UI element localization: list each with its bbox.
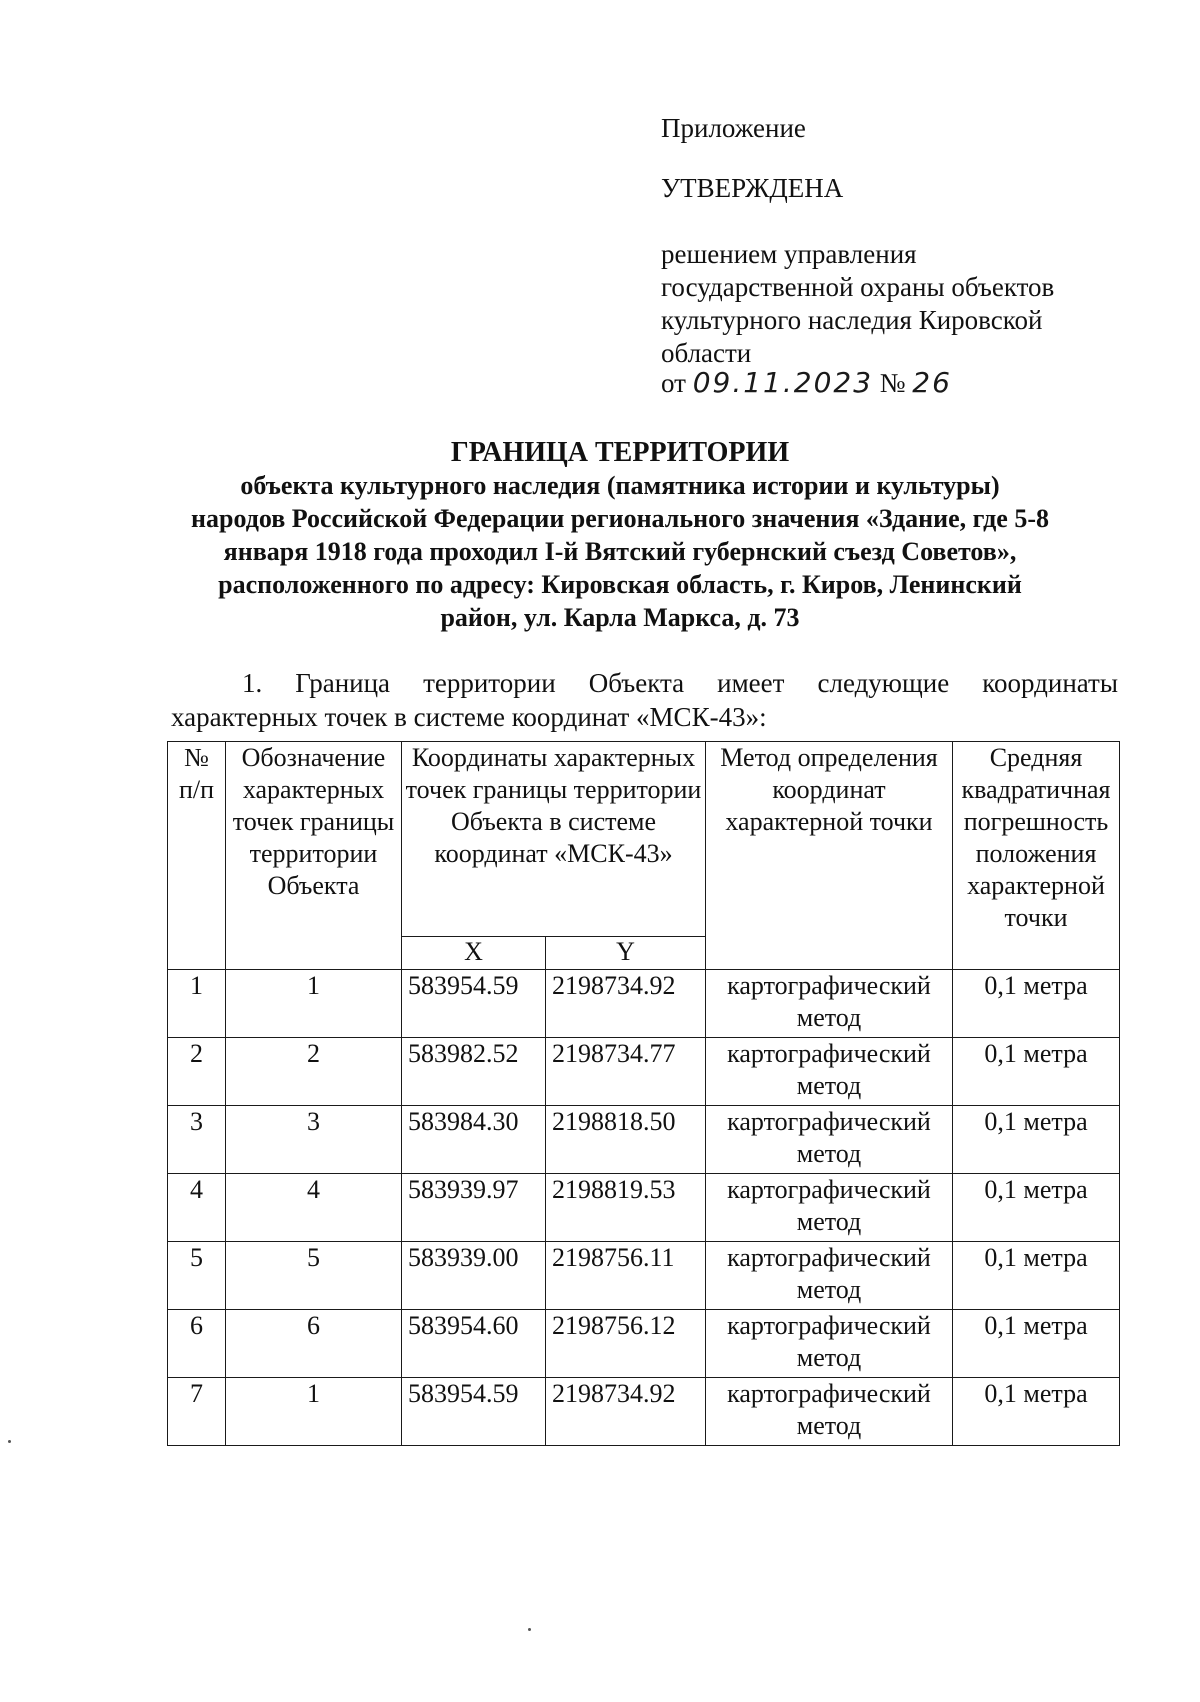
- point-designation-cell: 6: [226, 1310, 402, 1378]
- row-number-cell: 2: [168, 1038, 226, 1106]
- method-cell: картографический метод: [706, 1378, 953, 1446]
- x-coordinate-cell: 583984.30: [402, 1106, 546, 1174]
- point-designation-cell: 1: [226, 970, 402, 1038]
- y-coordinate-cell: 2198819.53: [546, 1174, 706, 1242]
- heading-line: народов Российской Федерации регионального значения «Здание, где 5-8: [191, 504, 1049, 533]
- paragraph-line: характерных точек в системе координат «МСК-43»:: [171, 702, 767, 732]
- table-row: [168, 1378, 1120, 1446]
- table-body: [168, 970, 1120, 1446]
- y-coordinate-cell: 2198734.77: [546, 1038, 706, 1106]
- scan-speck: [528, 1628, 531, 1631]
- x-coordinate-cell: 583954.59: [402, 970, 546, 1038]
- y-coordinate-cell: 2198756.11: [546, 1242, 706, 1310]
- method-cell: картографический метод: [706, 1310, 953, 1378]
- x-coordinate-cell: 583954.60: [402, 1310, 546, 1378]
- point-designation-cell: 3: [226, 1106, 402, 1174]
- row-number-cell: 7: [168, 1378, 226, 1446]
- point-designation-cell: 5: [226, 1242, 402, 1310]
- x-coordinate-cell: 583954.59: [402, 1378, 546, 1446]
- header-error: Средняя квадратичная погрешность положения характерной точки: [953, 742, 1120, 970]
- date-prefix: от: [661, 368, 686, 398]
- header-x: X: [402, 937, 546, 970]
- error-cell: 0,1 метра: [953, 1106, 1120, 1174]
- method-cell: картографический метод: [706, 970, 953, 1038]
- handwritten-number: 26: [912, 366, 952, 399]
- point-designation-cell: 1: [226, 1378, 402, 1446]
- x-coordinate-cell: 583939.00: [402, 1242, 546, 1310]
- table-row: [168, 970, 1120, 1038]
- row-number-cell: 6: [168, 1310, 226, 1378]
- header-method: Метод определения координат характерной точки: [706, 742, 953, 970]
- heading-line: район, ул. Карла Маркса, д. 73: [440, 603, 800, 632]
- table-row: [168, 1106, 1120, 1174]
- error-cell: 0,1 метра: [953, 1038, 1120, 1106]
- decision-line: государственной охраны объектов: [661, 272, 1055, 302]
- number-sign: №: [879, 368, 906, 398]
- decision-line: решением управления: [661, 239, 917, 269]
- handwritten-date: 09.11.2023: [692, 366, 874, 399]
- coordinates-table: [167, 741, 1120, 1446]
- method-cell: картографический метод: [706, 1106, 953, 1174]
- paragraph-line: 1. Граница территории Объекта имеет следующие координаты: [242, 668, 1118, 698]
- heading-line: объекта культурного наследия (памятника истории и культуры): [240, 471, 1000, 500]
- row-number-cell: 1: [168, 970, 226, 1038]
- heading-line: января 1918 года проходил I-й Вятский губернский съезд Советов»,: [223, 537, 1017, 566]
- error-cell: 0,1 метра: [953, 1242, 1120, 1310]
- error-cell: 0,1 метра: [953, 1378, 1120, 1446]
- table-row: [168, 1174, 1120, 1242]
- scan-speck: [8, 1440, 11, 1443]
- header-y: Y: [546, 937, 706, 970]
- decision-date-line: [661, 366, 952, 400]
- error-cell: 0,1 метра: [953, 970, 1120, 1038]
- error-cell: 0,1 метра: [953, 1174, 1120, 1242]
- error-cell: 0,1 метра: [953, 1310, 1120, 1378]
- appendix-label: Приложение: [661, 113, 806, 143]
- header-designation: Обозначение характерных точек границы территории Объекта: [226, 742, 402, 970]
- document-heading: [160, 436, 1080, 634]
- header-coordinates: Координаты характерных точек границы территории Объекта в системе координат «МСК-43»: [402, 742, 706, 937]
- heading-title: ГРАНИЦА ТЕРРИТОРИИ: [450, 437, 790, 468]
- header-num: № п/п: [168, 742, 226, 970]
- table-header-row: [168, 742, 1120, 937]
- x-coordinate-cell: 583939.97: [402, 1174, 546, 1242]
- heading-line: расположенного по адресу: Кировская область, г. Киров, Ленинский: [218, 570, 1022, 599]
- y-coordinate-cell: 2198756.12: [546, 1310, 706, 1378]
- row-number-cell: 4: [168, 1174, 226, 1242]
- point-designation-cell: 2: [226, 1038, 402, 1106]
- table-row: [168, 1242, 1120, 1310]
- x-coordinate-cell: 583982.52: [402, 1038, 546, 1106]
- table-row: [168, 1038, 1120, 1106]
- decision-line: культурного наследия Кировской: [661, 305, 1043, 335]
- method-cell: картографический метод: [706, 1242, 953, 1310]
- approved-label: УТВЕРЖДЕНА: [661, 173, 844, 203]
- decision-text: [661, 238, 1101, 370]
- row-number-cell: 3: [168, 1106, 226, 1174]
- decision-line: области: [661, 338, 752, 368]
- point-designation-cell: 4: [226, 1174, 402, 1242]
- y-coordinate-cell: 2198818.50: [546, 1106, 706, 1174]
- method-cell: картографический метод: [706, 1174, 953, 1242]
- table-row: [168, 1310, 1120, 1378]
- y-coordinate-cell: 2198734.92: [546, 970, 706, 1038]
- y-coordinate-cell: 2198734.92: [546, 1378, 706, 1446]
- method-cell: картографический метод: [706, 1038, 953, 1106]
- boundary-paragraph: [171, 666, 1118, 734]
- row-number-cell: 5: [168, 1242, 226, 1310]
